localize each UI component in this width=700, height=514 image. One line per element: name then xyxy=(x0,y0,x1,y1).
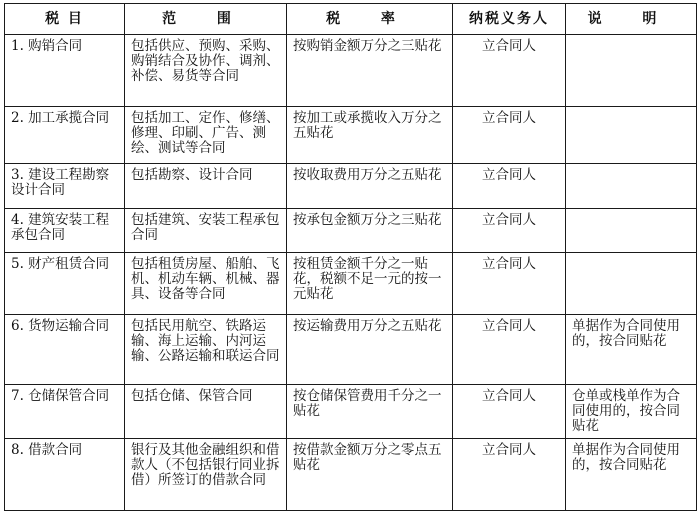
stamp-tax-table xyxy=(4,3,697,511)
cell-rate: 按租赁金额千分之一贴花，税额不足一元的按一元贴花 xyxy=(287,253,453,315)
cell-item: 4. 建筑安装工程承包合同 xyxy=(5,209,125,253)
cell-note: 单据作为合同使用的，按合同贴花 xyxy=(566,439,697,511)
cell-note: 仓单或栈单作为合同使用的，按合同贴花 xyxy=(566,385,697,439)
cell-note xyxy=(566,209,697,253)
cell-item: 6. 货物运输合同 xyxy=(5,315,125,385)
table-row xyxy=(5,164,697,209)
cell-payer: 立合同人 xyxy=(453,164,566,209)
table-row xyxy=(5,253,697,315)
cell-item: 1. 购销合同 xyxy=(5,35,125,107)
cell-scope: 银行及其他金融组织和借款人（不包括银行同业拆借）所签订的借款合同 xyxy=(125,439,287,511)
table-row xyxy=(5,209,697,253)
cell-scope: 包括建筑、安装工程承包合同 xyxy=(125,209,287,253)
table-row xyxy=(5,107,697,164)
cell-note xyxy=(566,107,697,164)
cell-item: 3. 建设工程勘察设计合同 xyxy=(5,164,125,209)
header-tax-item: 税 目 xyxy=(5,4,125,35)
cell-payer: 立合同人 xyxy=(453,253,566,315)
cell-rate: 按收取费用万分之五贴花 xyxy=(287,164,453,209)
header-taxpayer: 纳税义务人 xyxy=(453,4,566,35)
cell-payer: 立合同人 xyxy=(453,35,566,107)
cell-rate: 按承包金额万分之三贴花 xyxy=(287,209,453,253)
cell-payer: 立合同人 xyxy=(453,439,566,511)
cell-payer: 立合同人 xyxy=(453,315,566,385)
table-row xyxy=(5,315,697,385)
cell-scope: 包括租赁房屋、船舶、飞机、机动车辆、机械、器具、设备等合同 xyxy=(125,253,287,315)
cell-rate: 按加工或承揽收入万分之五贴花 xyxy=(287,107,453,164)
cell-scope: 包括勘察、设计合同 xyxy=(125,164,287,209)
cell-rate: 按借款金额万分之零点五贴花 xyxy=(287,439,453,511)
cell-scope: 包括加工、定作、修缮、修理、印刷、广告、测绘、测试等合同 xyxy=(125,107,287,164)
table-row xyxy=(5,439,697,511)
cell-rate: 按购销金额万分之三贴花 xyxy=(287,35,453,107)
cell-item: 7. 仓储保管合同 xyxy=(5,385,125,439)
cell-rate: 按运输费用万分之五贴花 xyxy=(287,315,453,385)
cell-note xyxy=(566,253,697,315)
cell-note: 单据作为合同使用的，按合同贴花 xyxy=(566,315,697,385)
header-row xyxy=(5,4,697,35)
header-note: 说 明 xyxy=(566,4,697,35)
cell-payer: 立合同人 xyxy=(453,107,566,164)
table-row xyxy=(5,385,697,439)
cell-rate: 按仓储保管费用千分之一贴花 xyxy=(287,385,453,439)
header-tax-rate: 税 率 xyxy=(287,4,453,35)
cell-note xyxy=(566,35,697,107)
cell-payer: 立合同人 xyxy=(453,385,566,439)
cell-item: 5. 财产租赁合同 xyxy=(5,253,125,315)
cell-payer: 立合同人 xyxy=(453,209,566,253)
table-row xyxy=(5,35,697,107)
cell-item: 8. 借款合同 xyxy=(5,439,125,511)
header-scope: 范 围 xyxy=(125,4,287,35)
cell-item: 2. 加工承揽合同 xyxy=(5,107,125,164)
cell-note xyxy=(566,164,697,209)
cell-scope: 包括民用航空、铁路运输、海上运输、内河运输、公路运输和联运合同 xyxy=(125,315,287,385)
cell-scope: 包括仓储、保管合同 xyxy=(125,385,287,439)
cell-scope: 包括供应、预购、采购、购销结合及协作、调剂、补偿、易货等合同 xyxy=(125,35,287,107)
